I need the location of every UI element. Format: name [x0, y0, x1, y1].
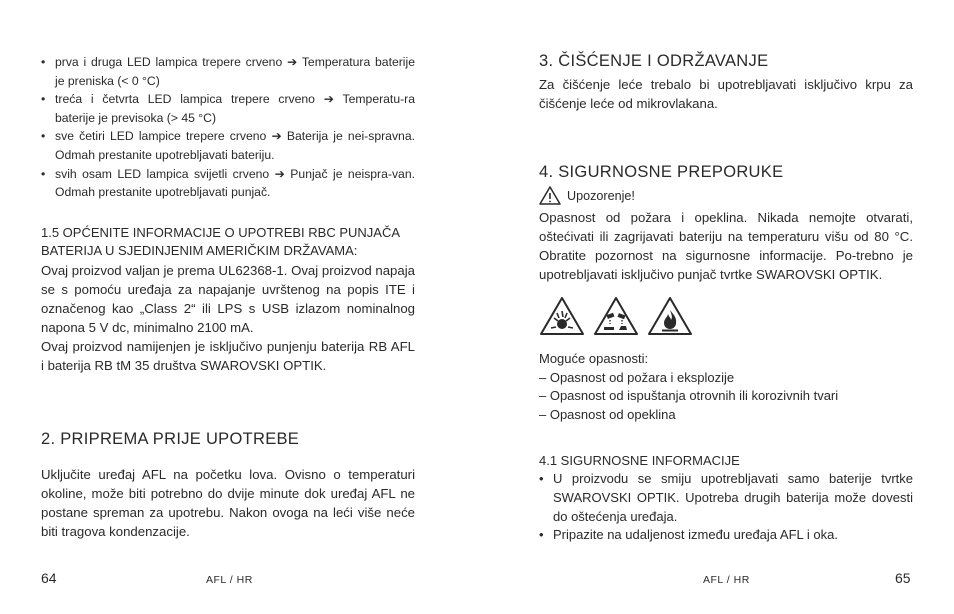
- footer-label-right: AFL / HR: [703, 574, 750, 586]
- hazards-intro: Moguće opasnosti:: [539, 351, 649, 366]
- explosive-hazard-icon: [539, 296, 585, 336]
- list-item: – Opasnost od požara i eksplozije: [539, 369, 735, 385]
- section-4-title: 4. SIGURNOSNE PREPORUKE: [539, 163, 784, 181]
- section-4-1-title: 4.1 SIGURNOSNE INFORMACIJE: [539, 453, 740, 469]
- warning-icon: [539, 186, 561, 205]
- section-3-paragraph: Za čišćenje leće trebalo bi upotrebljavati isključivo krpu za čišćenje leće od mikrovlakana.: [539, 77, 913, 111]
- warning-label: Upozorenje!: [567, 188, 635, 203]
- section-1-5-paragraph-1: Ovaj proizvod valjan je prema UL62368-1. Ovaj proizvod napaja se s pomoću uređaja za napajanje uvrštenog na popis ITE i označenog kao „Class 2“ ili LPS s USB izlazom nominalnog napona 5 V dc, minimalno 2100 mA.: [41, 262, 415, 335]
- led-status-list: [41, 53, 415, 202]
- list-item: • U proizvodu se smiju upotrebljavati samo baterije tvrtke SWAROVSKI OPTIK. Upotreba drugih baterija može dovesti do oštećenja uređaja.: [539, 470, 913, 526]
- list-item: – Opasnost od ispuštanja otrovnih ili korozivnih tvari: [539, 388, 839, 404]
- footer-label-left: AFL / HR: [206, 574, 253, 586]
- list-item: • prva i druga LED lampica trepere crveno ➔ Temperatura baterije je preniska (< 0 °C): [41, 53, 415, 90]
- list-item: • svih osam LED lampica svijetli crveno ➔ Punjač je neispra-van. Odmah prestanite upotrebljavati punjač.: [41, 165, 415, 202]
- list-item: • sve četiri LED lampice trepere crveno ➔ Baterija je nei-spravna. Odmah prestanite upotrebljavati bateriju.: [41, 127, 415, 164]
- section-4-paragraph: Opasnost od požara i opeklina. Nikada nemojte otvarati, oštećivati ili zagrijavati bateriju na temperaturu višu od 80 °C. Obratite pozornost na sigurnosne informacije. Po-trebno je upotrebljavati isključivo punjač tvrtke SWAROVSKI OPTIK.: [539, 210, 913, 282]
- section-1-5-title: 1.5 OPĆENITE INFORMACIJE O UPOTREBI RBC PUNJAČA BATERIJA U SJEDINJENIM AMERIČKIM DRŽAVAMA:: [41, 224, 400, 259]
- left-page: [41, 53, 415, 541]
- warning-row: [539, 186, 913, 205]
- section-3-title: 3. ČIŠĆENJE I ODRŽAVANJE: [539, 52, 769, 70]
- page-number-left: 64: [41, 570, 57, 586]
- hazard-pictograms: [539, 296, 913, 336]
- list-item: • Pripazite na udaljenost između uređaja AFL i oka.: [539, 526, 913, 545]
- corrosive-hazard-icon: [593, 296, 639, 336]
- list-item: • treća i četvrta LED lampica trepere crveno ➔ Temperatu-ra baterije je previsoka (> 45 °C): [41, 90, 415, 127]
- hazards-list: [539, 369, 913, 425]
- section-2-title: 2. PRIPREMA PRIJE UPOTREBE: [41, 429, 300, 448]
- right-page: [539, 52, 913, 545]
- safety-info-list: [539, 470, 913, 544]
- flammable-hazard-icon: [647, 296, 693, 336]
- section-1-5-paragraph-2: Ovaj proizvod namijenjen je isključivo punjenju baterija RB AFL i baterija RB tM 35 društva SWAROVSKI OPTIK.: [41, 338, 415, 373]
- list-item: – Opasnost od opeklina: [539, 406, 676, 422]
- page-number-right: 65: [895, 570, 911, 586]
- section-2-paragraph: Uključite uređaj AFL na početku lova. Ovisno o temperaturi okoline, može biti potrebno do dvije minute dok uređaj AFL ne postane spreman za upotrebu. Nakon ovoga na leći više neće biti tragova kondenzacije.: [41, 466, 415, 539]
